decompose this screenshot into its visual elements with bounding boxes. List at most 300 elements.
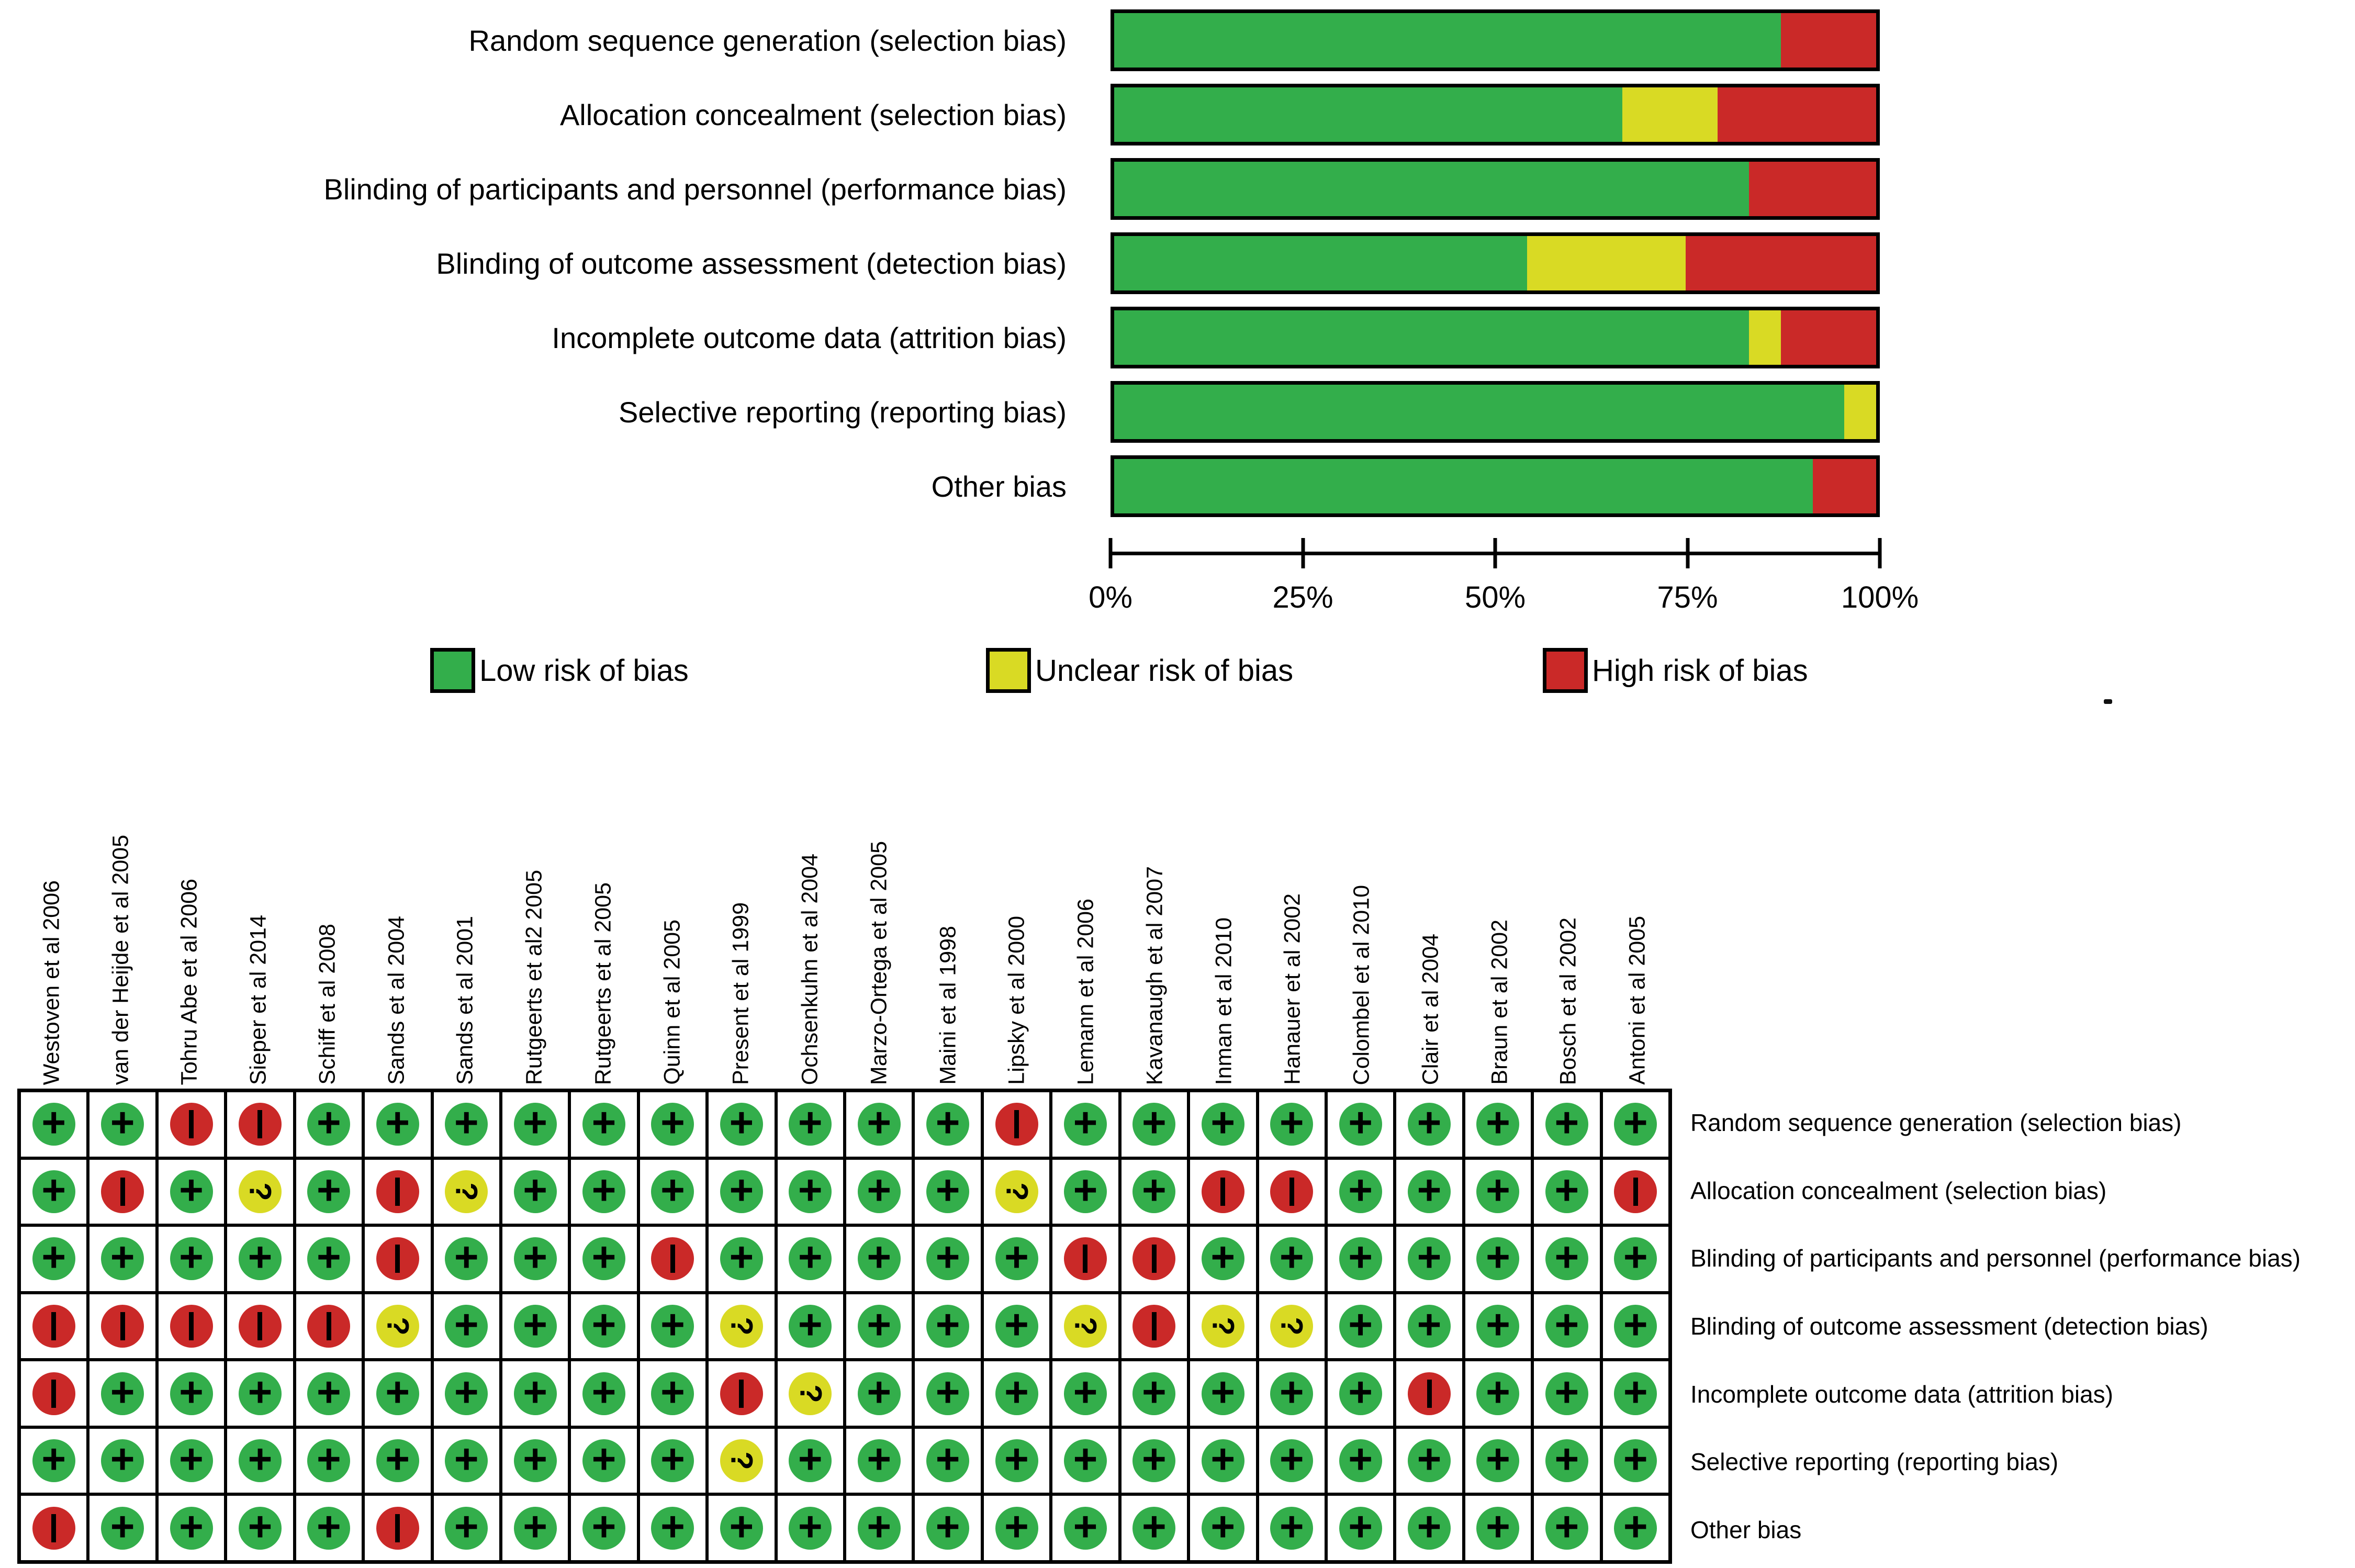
plus-icon: + bbox=[179, 1234, 204, 1281]
plus-icon: + bbox=[935, 1368, 960, 1415]
judgment-circle-low bbox=[1614, 1234, 1657, 1281]
matrix-cell bbox=[913, 1158, 982, 1226]
plus-icon: + bbox=[729, 1234, 754, 1281]
plus-icon: + bbox=[660, 1503, 685, 1550]
matrix-cell bbox=[1532, 1494, 1601, 1562]
minus-icon bbox=[1152, 1312, 1157, 1340]
study-name: Colombel et al 2010 bbox=[1349, 884, 1374, 1085]
judgment-circle-low bbox=[101, 1234, 144, 1281]
bar-segment-high bbox=[1781, 13, 1876, 68]
study-column-header bbox=[776, 730, 845, 1087]
matrix-cell bbox=[363, 1158, 432, 1226]
matrix-cell bbox=[569, 1225, 638, 1293]
plus-icon: + bbox=[1486, 1166, 1510, 1213]
plus-icon: + bbox=[1210, 1368, 1236, 1415]
study-column-header bbox=[983, 730, 1052, 1087]
judgment-circle-low bbox=[1476, 1436, 1519, 1483]
matrix-cell bbox=[1188, 1293, 1257, 1360]
study-name: Hanauer et al 2002 bbox=[1280, 893, 1305, 1085]
plus-icon: + bbox=[1279, 1368, 1304, 1415]
study-column-header bbox=[914, 730, 983, 1087]
plus-icon: + bbox=[110, 1099, 135, 1146]
plus-icon: + bbox=[660, 1301, 685, 1348]
matrix-cell bbox=[295, 1225, 363, 1293]
matrix-cell bbox=[295, 1427, 363, 1495]
judgment-circle-high bbox=[170, 1103, 213, 1146]
matrix-cell bbox=[707, 1360, 776, 1427]
matrix-row-label: Incomplete outcome data (attrition bias) bbox=[1690, 1380, 2113, 1408]
matrix-cell bbox=[501, 1427, 569, 1495]
judgment-circle-low bbox=[1545, 1099, 1588, 1146]
study-name: Schiff et al 2008 bbox=[315, 924, 340, 1085]
matrix-cell bbox=[1395, 1427, 1463, 1495]
plus-icon: + bbox=[591, 1099, 616, 1146]
judgment-circle-low bbox=[1270, 1234, 1313, 1281]
judgment-circle-high bbox=[1132, 1237, 1175, 1280]
matrix-cell bbox=[363, 1360, 432, 1427]
judgment-circle-low bbox=[170, 1166, 213, 1213]
judgment-circle-low bbox=[1408, 1166, 1451, 1213]
matrix-cell bbox=[1258, 1360, 1326, 1427]
axis-tick-label: 75% bbox=[1657, 580, 1718, 614]
matrix-cell bbox=[1601, 1494, 1670, 1562]
judgment-circle-low bbox=[651, 1099, 694, 1146]
plus-icon: + bbox=[1554, 1368, 1579, 1415]
judgment-circle-unclear bbox=[1202, 1305, 1244, 1348]
matrix-cell bbox=[19, 1293, 88, 1360]
matrix-cell bbox=[501, 1494, 569, 1562]
bar-segment-high bbox=[1781, 310, 1876, 365]
minus-icon bbox=[51, 1312, 56, 1340]
matrix-cell bbox=[1326, 1427, 1395, 1495]
matrix-row-label: Random sequence generation (selection bias) bbox=[1690, 1108, 2182, 1136]
judgment-circle-low bbox=[376, 1368, 419, 1415]
plus-icon: + bbox=[798, 1166, 823, 1213]
plus-icon: + bbox=[1004, 1301, 1029, 1348]
matrix-cell bbox=[638, 1293, 707, 1360]
plus-icon: + bbox=[867, 1301, 892, 1348]
judgment-circle-low bbox=[720, 1234, 763, 1281]
question-icon: ? bbox=[724, 1317, 759, 1336]
study-name: Tohru Abe et al 2006 bbox=[176, 878, 202, 1085]
question-icon: ? bbox=[243, 1182, 277, 1201]
judgment-circle-low bbox=[1064, 1436, 1107, 1483]
judgment-circle-unclear bbox=[789, 1372, 832, 1415]
question-icon: ? bbox=[1275, 1317, 1309, 1336]
judgment-circle-low bbox=[239, 1368, 282, 1415]
plus-icon: + bbox=[1004, 1234, 1029, 1281]
judgment-circle-low bbox=[1202, 1368, 1244, 1415]
judgment-circle-low bbox=[1614, 1301, 1657, 1348]
legend-label: Unclear risk of bias bbox=[1035, 653, 1294, 688]
matrix-cell bbox=[1464, 1293, 1532, 1360]
plus-icon: + bbox=[1486, 1503, 1510, 1550]
matrix-cell bbox=[845, 1158, 913, 1226]
judgment-circle-low bbox=[307, 1099, 350, 1146]
judgment-circle-high bbox=[651, 1237, 694, 1280]
matrix-cell bbox=[1051, 1293, 1119, 1360]
matrix-cell bbox=[638, 1427, 707, 1495]
matrix-cell bbox=[569, 1494, 638, 1562]
plus-icon: + bbox=[660, 1166, 685, 1213]
matrix-cell bbox=[707, 1427, 776, 1495]
axis-tick-label: 50% bbox=[1464, 580, 1526, 614]
judgment-circle-low bbox=[1545, 1436, 1588, 1483]
plus-icon: + bbox=[1210, 1099, 1236, 1146]
matrix-cell bbox=[1464, 1091, 1532, 1158]
matrix-cell bbox=[1395, 1225, 1463, 1293]
judgment-circle-low bbox=[1339, 1166, 1382, 1213]
plus-icon: + bbox=[1623, 1503, 1648, 1550]
study-name: Lipsky et al 2000 bbox=[1004, 916, 1029, 1085]
plus-icon: + bbox=[935, 1099, 960, 1146]
bar-segment-high bbox=[1813, 459, 1876, 513]
judgment-circle-low bbox=[1064, 1368, 1107, 1415]
judgment-circle-low bbox=[1132, 1436, 1175, 1483]
bar-category-label: Allocation concealment (selection bias) bbox=[559, 98, 1067, 131]
matrix-cell bbox=[363, 1494, 432, 1562]
plus-icon: + bbox=[935, 1301, 960, 1348]
matrix-cell bbox=[913, 1091, 982, 1158]
matrix-cell bbox=[157, 1293, 226, 1360]
plus-icon: + bbox=[867, 1234, 892, 1281]
matrix-cell bbox=[1258, 1293, 1326, 1360]
judgment-circle-low bbox=[651, 1503, 694, 1550]
plus-icon: + bbox=[523, 1234, 547, 1281]
plus-icon: + bbox=[1073, 1436, 1098, 1483]
judgment-circle-low bbox=[1064, 1503, 1107, 1550]
judgment-circle-low bbox=[307, 1368, 350, 1415]
plus-icon: + bbox=[1554, 1099, 1579, 1146]
study-column-header bbox=[362, 730, 431, 1087]
judgment-circle-low bbox=[1545, 1301, 1588, 1348]
judgment-circle-low bbox=[582, 1503, 625, 1550]
study-name: Clair et al 2004 bbox=[1418, 933, 1443, 1085]
plus-icon: + bbox=[1142, 1436, 1167, 1483]
study-column-headers bbox=[17, 730, 1672, 1087]
matrix-cell bbox=[982, 1293, 1051, 1360]
minus-icon bbox=[1220, 1178, 1225, 1206]
judgment-circle-low bbox=[789, 1301, 832, 1348]
matrix-cell bbox=[569, 1158, 638, 1226]
plus-icon: + bbox=[729, 1099, 754, 1146]
matrix-cell bbox=[1120, 1427, 1188, 1495]
judgment-circle-low bbox=[651, 1368, 694, 1415]
matrix-cell bbox=[638, 1494, 707, 1562]
plus-icon: + bbox=[1554, 1503, 1579, 1550]
plus-icon: + bbox=[935, 1166, 960, 1213]
matrix-cell bbox=[1532, 1158, 1601, 1226]
judgment-circle-low bbox=[582, 1166, 625, 1213]
study-column-header bbox=[1327, 730, 1396, 1087]
judgment-circle-low bbox=[582, 1234, 625, 1281]
judgment-circle-low bbox=[926, 1503, 969, 1550]
plus-icon: + bbox=[110, 1368, 135, 1415]
matrix-cell bbox=[1258, 1091, 1326, 1158]
minus-icon bbox=[1014, 1110, 1019, 1138]
bar-category-label: Blinding of outcome assessment (detection bias) bbox=[436, 247, 1067, 280]
matrix-cell bbox=[1188, 1158, 1257, 1226]
plus-icon: + bbox=[317, 1436, 341, 1483]
matrix-cell bbox=[776, 1427, 845, 1495]
judgment-circle-low bbox=[720, 1166, 763, 1213]
legend-item-high bbox=[1543, 648, 1808, 693]
judgment-circle-low bbox=[307, 1503, 350, 1550]
plus-icon: + bbox=[867, 1166, 892, 1213]
matrix-cell bbox=[226, 1225, 294, 1293]
judgment-circle-low bbox=[1339, 1301, 1382, 1348]
stacked-bar bbox=[1111, 232, 1880, 294]
judgment-circle-low bbox=[445, 1099, 488, 1146]
matrix-cell bbox=[913, 1293, 982, 1360]
judgment-circle-high bbox=[239, 1103, 282, 1146]
matrix-cell bbox=[1258, 1158, 1326, 1226]
judgment-circle-unclear bbox=[720, 1305, 763, 1348]
plus-icon: + bbox=[1279, 1234, 1304, 1281]
plus-icon: + bbox=[1554, 1436, 1579, 1483]
axis-tick bbox=[1878, 538, 1882, 568]
study-column-header bbox=[1120, 730, 1190, 1087]
judgment-circle-high bbox=[720, 1372, 763, 1415]
plus-icon: + bbox=[1073, 1099, 1098, 1146]
bar-segment-unclear bbox=[1622, 87, 1718, 142]
judgment-circle-low bbox=[720, 1099, 763, 1146]
judgment-circle-low bbox=[995, 1503, 1038, 1550]
plus-icon: + bbox=[935, 1436, 960, 1483]
judgment-circle-high bbox=[307, 1305, 350, 1348]
legend-label: Low risk of bias bbox=[479, 653, 689, 688]
plus-icon: + bbox=[385, 1099, 410, 1146]
judgment-circle-low bbox=[1408, 1503, 1451, 1550]
judgment-circle-low bbox=[1408, 1099, 1451, 1146]
bar-segment-high bbox=[1749, 162, 1876, 216]
judgment-circle-low bbox=[789, 1234, 832, 1281]
minus-icon bbox=[1633, 1178, 1638, 1206]
judgment-circle-low bbox=[582, 1368, 625, 1415]
study-column-header bbox=[1465, 730, 1534, 1087]
minus-icon bbox=[257, 1110, 262, 1138]
study-name: Marzo-Ortega et al 2005 bbox=[866, 841, 892, 1085]
matrix-cell bbox=[913, 1225, 982, 1293]
judgment-circle-low bbox=[1339, 1368, 1382, 1415]
study-column-header bbox=[86, 730, 155, 1087]
matrix-cell bbox=[1051, 1158, 1119, 1226]
minus-icon bbox=[51, 1380, 56, 1408]
matrix-cell bbox=[19, 1494, 88, 1562]
plus-icon: + bbox=[1348, 1503, 1373, 1550]
matrix-cell bbox=[1395, 1091, 1463, 1158]
matrix-row-label: Selective reporting (reporting bias) bbox=[1690, 1448, 2059, 1476]
axis-tick bbox=[1494, 538, 1497, 568]
matrix-cell bbox=[982, 1494, 1051, 1562]
matrix-cell bbox=[1258, 1225, 1326, 1293]
plus-icon: + bbox=[1623, 1099, 1648, 1146]
matrix-cell bbox=[88, 1494, 156, 1562]
plus-icon: + bbox=[1142, 1166, 1167, 1213]
judgment-circle-low bbox=[926, 1099, 969, 1146]
plus-icon: + bbox=[1004, 1368, 1029, 1415]
minus-icon bbox=[51, 1514, 56, 1542]
matrix-cell bbox=[707, 1091, 776, 1158]
judgment-circle-low bbox=[1270, 1436, 1313, 1483]
matrix-cell bbox=[638, 1225, 707, 1293]
study-name: Sands et al 2001 bbox=[452, 916, 478, 1085]
matrix-cell bbox=[1326, 1091, 1395, 1158]
question-icon: ? bbox=[793, 1384, 828, 1403]
judgment-circle-low bbox=[1408, 1234, 1451, 1281]
judgment-circle-low bbox=[1476, 1301, 1519, 1348]
matrix-cell bbox=[1464, 1225, 1532, 1293]
plus-icon: + bbox=[454, 1368, 479, 1415]
plus-icon: + bbox=[935, 1503, 960, 1550]
judgment-circle-low bbox=[101, 1099, 144, 1146]
matrix-cell bbox=[157, 1091, 226, 1158]
plus-icon: + bbox=[1142, 1503, 1167, 1550]
judgment-circle-low bbox=[445, 1234, 488, 1281]
axis-tick bbox=[1301, 538, 1305, 568]
judgment-circle-low bbox=[1064, 1099, 1107, 1146]
judgment-circle-low bbox=[858, 1099, 901, 1146]
legend-label: High risk of bias bbox=[1592, 653, 1808, 688]
judgment-circle-low bbox=[170, 1436, 213, 1483]
matrix-cell bbox=[1395, 1293, 1463, 1360]
matrix-cell bbox=[1326, 1293, 1395, 1360]
judgment-circle-low bbox=[1476, 1503, 1519, 1550]
matrix-cell bbox=[88, 1158, 156, 1226]
matrix-cell bbox=[1051, 1225, 1119, 1293]
matrix-cell bbox=[845, 1494, 913, 1562]
judgment-circle-high bbox=[995, 1103, 1038, 1146]
plus-icon: + bbox=[41, 1436, 66, 1483]
minus-icon bbox=[120, 1178, 125, 1206]
plus-icon: + bbox=[798, 1436, 823, 1483]
plus-icon: + bbox=[41, 1099, 66, 1146]
study-column-header bbox=[293, 730, 362, 1087]
judgment-circle-high bbox=[101, 1305, 144, 1348]
plus-icon: + bbox=[1348, 1234, 1373, 1281]
matrix-cell bbox=[501, 1091, 569, 1158]
judgment-circle-low bbox=[858, 1234, 901, 1281]
plus-icon: + bbox=[110, 1503, 135, 1550]
plus-icon: + bbox=[729, 1503, 754, 1550]
matrix-cell bbox=[226, 1293, 294, 1360]
matrix-cell bbox=[845, 1293, 913, 1360]
matrix-cell bbox=[1120, 1293, 1188, 1360]
plus-icon: + bbox=[179, 1436, 204, 1483]
matrix-cell bbox=[707, 1293, 776, 1360]
matrix-cell bbox=[1258, 1427, 1326, 1495]
matrix-cell bbox=[1188, 1427, 1257, 1495]
plus-icon: + bbox=[1004, 1436, 1029, 1483]
judgment-circle-high bbox=[32, 1507, 75, 1550]
matrix-cell bbox=[569, 1427, 638, 1495]
study-name: Lemann et al 2006 bbox=[1073, 898, 1098, 1085]
minus-icon bbox=[327, 1312, 331, 1340]
study-name: Maini et al 1998 bbox=[935, 926, 961, 1085]
plus-icon: + bbox=[317, 1234, 341, 1281]
judgment-circle-unclear bbox=[376, 1305, 419, 1348]
minus-icon bbox=[395, 1178, 400, 1206]
study-column-header bbox=[1534, 730, 1603, 1087]
matrix-cell bbox=[913, 1360, 982, 1427]
judgment-circle-low bbox=[582, 1436, 625, 1483]
matrix-cell bbox=[501, 1360, 569, 1427]
judgment-circle-low bbox=[1339, 1099, 1382, 1146]
judgment-circle-low bbox=[376, 1436, 419, 1483]
matrix-cell bbox=[1601, 1225, 1670, 1293]
judgment-circle-low bbox=[926, 1234, 969, 1281]
judgment-circle-low bbox=[1339, 1234, 1382, 1281]
judgment-circle-low bbox=[376, 1099, 419, 1146]
plus-icon: + bbox=[1623, 1368, 1648, 1415]
matrix-cell bbox=[1120, 1225, 1188, 1293]
plus-icon: + bbox=[591, 1436, 616, 1483]
study-column-header bbox=[431, 730, 500, 1087]
judgment-circle-low bbox=[1408, 1436, 1451, 1483]
plus-icon: + bbox=[41, 1166, 66, 1213]
judgment-circle-low bbox=[1202, 1503, 1244, 1550]
plus-icon: + bbox=[523, 1436, 547, 1483]
judgment-circle-high bbox=[32, 1372, 75, 1415]
matrix-cell bbox=[1326, 1158, 1395, 1226]
plus-icon: + bbox=[1142, 1099, 1167, 1146]
plus-icon: + bbox=[1417, 1301, 1442, 1348]
judgment-circle-low bbox=[514, 1436, 557, 1483]
study-column-header bbox=[1396, 730, 1465, 1087]
judgment-circle-low bbox=[1202, 1436, 1244, 1483]
matrix-cell bbox=[569, 1360, 638, 1427]
legend-swatch-unclear-icon bbox=[986, 648, 1031, 693]
judgment-circle-low bbox=[1339, 1503, 1382, 1550]
plus-icon: + bbox=[248, 1368, 273, 1415]
matrix-cell bbox=[1464, 1494, 1532, 1562]
matrix-cell bbox=[226, 1427, 294, 1495]
plus-icon: + bbox=[798, 1503, 823, 1550]
plus-icon: + bbox=[317, 1368, 341, 1415]
matrix-cell bbox=[1326, 1225, 1395, 1293]
judgment-circle-low bbox=[101, 1368, 144, 1415]
plus-icon: + bbox=[591, 1368, 616, 1415]
matrix-cell bbox=[1326, 1494, 1395, 1562]
risk-of-bias-matrix bbox=[17, 1089, 1672, 1564]
judgment-circle-high bbox=[1408, 1372, 1451, 1415]
judgment-circle-low bbox=[514, 1503, 557, 1550]
judgment-circle-low bbox=[170, 1368, 213, 1415]
judgment-circle-low bbox=[32, 1436, 75, 1483]
plus-icon: + bbox=[1417, 1166, 1442, 1213]
matrix-cell bbox=[1532, 1225, 1601, 1293]
judgment-circle-low bbox=[1476, 1099, 1519, 1146]
question-icon: ? bbox=[1206, 1317, 1240, 1336]
judgment-circle-low bbox=[582, 1099, 625, 1146]
study-name: Inman et al 2010 bbox=[1211, 917, 1237, 1085]
study-name: Ochsenkuhn et al 2004 bbox=[797, 853, 823, 1085]
question-icon: ? bbox=[1068, 1317, 1103, 1336]
bar-category-label: Incomplete outcome data (attrition bias) bbox=[552, 321, 1067, 354]
bar-segment-low bbox=[1114, 236, 1527, 290]
plus-icon: + bbox=[385, 1436, 410, 1483]
minus-icon bbox=[1427, 1380, 1432, 1408]
judgment-circle-low bbox=[1476, 1166, 1519, 1213]
matrix-cell bbox=[501, 1158, 569, 1226]
matrix-cell bbox=[913, 1427, 982, 1495]
axis-tick bbox=[1109, 538, 1113, 568]
plus-icon: + bbox=[1486, 1099, 1510, 1146]
matrix-cell bbox=[295, 1360, 363, 1427]
matrix-cell bbox=[845, 1427, 913, 1495]
minus-icon bbox=[1083, 1245, 1087, 1273]
judgment-circle-low bbox=[1270, 1368, 1313, 1415]
